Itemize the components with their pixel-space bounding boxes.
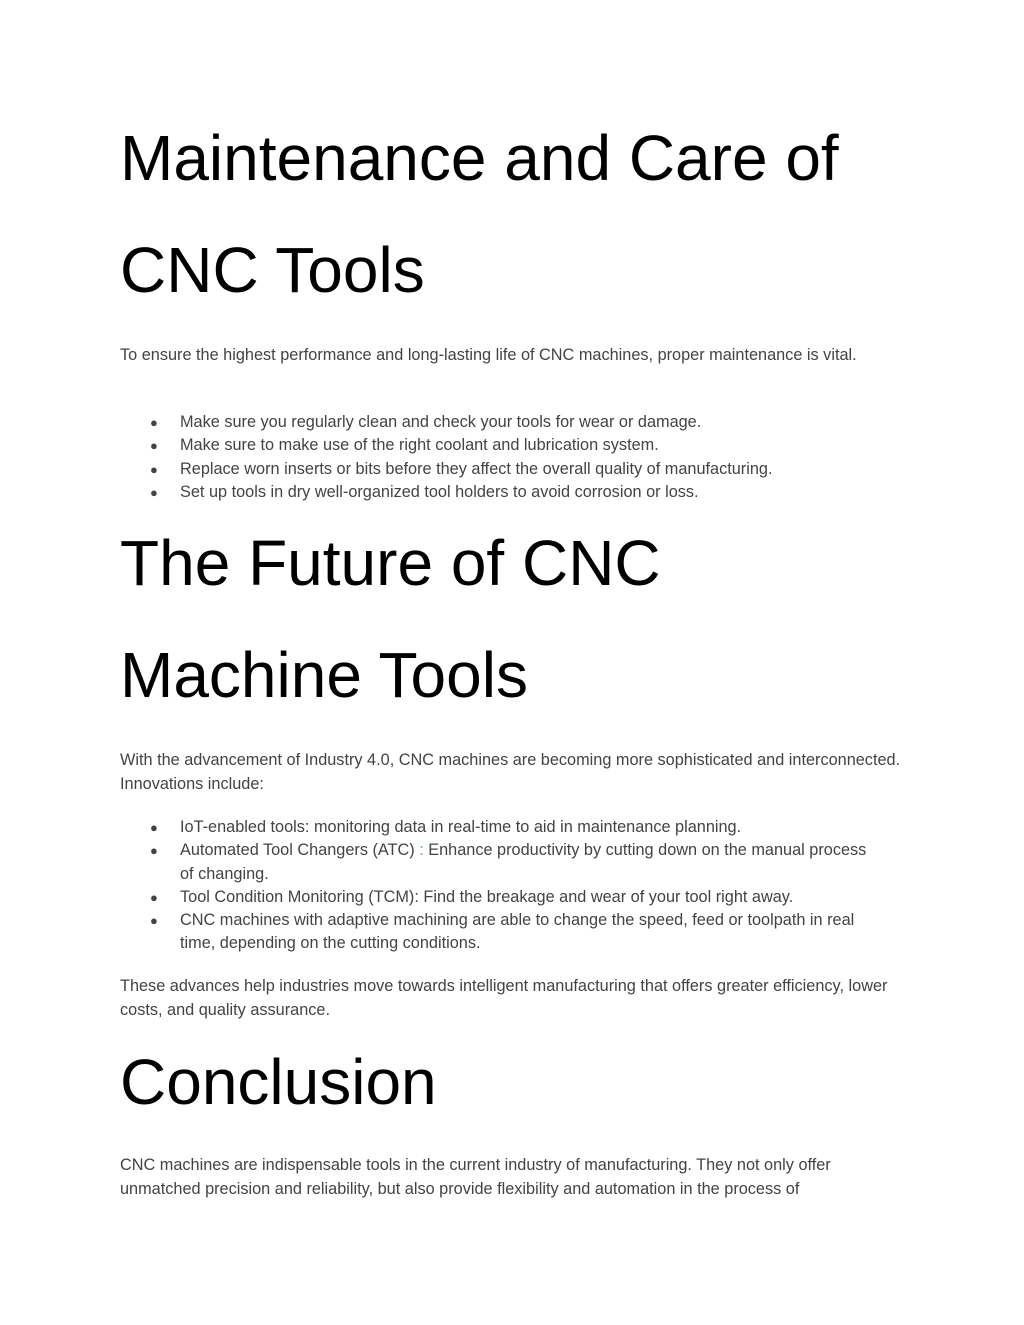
future-bullet-list bbox=[120, 816, 880, 956]
bullet-dot-icon: ● bbox=[150, 889, 158, 905]
future-intro: With the advancement of Industry 4.0, CNC machines are becoming more sophisticated and interconnected. Innovations include: bbox=[120, 751, 901, 793]
list-item-text: Tool Condition Monitoring (TCM): Find the breakage and wear of your tool right away. bbox=[180, 887, 794, 906]
heading-line: Machine Tools bbox=[120, 639, 528, 711]
list-item bbox=[120, 886, 880, 909]
list-item bbox=[120, 434, 880, 457]
bullet-dot-icon: ● bbox=[150, 820, 158, 835]
section-heading-maintenance bbox=[120, 102, 920, 326]
list-item bbox=[120, 458, 880, 481]
list-item bbox=[120, 816, 880, 839]
list-item-text-end: Enhance productivity by cutting down on the manual process of changing. bbox=[180, 841, 867, 883]
section-heading-future bbox=[120, 507, 920, 731]
list-item-text: Make sure you regularly clean and check your tools for wear or damage. bbox=[180, 413, 702, 431]
bullet-dot-icon: ● bbox=[150, 843, 158, 859]
list-item-text: IoT-enabled tools: monitoring data in real-time to aid in maintenance planning. bbox=[180, 818, 742, 836]
heading-line: Maintenance and Care of bbox=[120, 122, 839, 194]
bullet-dot-icon: ● bbox=[150, 415, 158, 430]
bullet-dot-icon: ● bbox=[150, 461, 158, 477]
section-heading-conclusion bbox=[120, 1026, 920, 1138]
future-outro: These advances help industries move towards intelligent manufacturing that offers greater efficiency, lower costs, and quality assurance. bbox=[120, 977, 888, 1019]
list-item bbox=[120, 909, 880, 956]
list-item-text: CNC machines with adaptive machining are able to change the speed, feed or toolpath in real time, depending on the cutting conditions. bbox=[180, 911, 855, 953]
list-item-text: Set up tools in dry well-organized tool holders to avoid corrosion or loss. bbox=[180, 482, 699, 501]
heading-line: CNC Tools bbox=[120, 234, 425, 306]
maintenance-bullet-list bbox=[120, 411, 880, 504]
list-item bbox=[120, 411, 880, 434]
bullet-dot-icon: ● bbox=[150, 484, 158, 500]
heading-line: The Future of CNC bbox=[120, 527, 661, 599]
list-item-text: Replace worn inserts or bits before they affect the overall quality of manufacturing. bbox=[180, 459, 773, 478]
heading-line: Conclusion bbox=[120, 1046, 437, 1118]
bullet-dot-icon: ● bbox=[150, 913, 158, 929]
accent-colon: : bbox=[419, 841, 424, 860]
bullet-dot-icon: ● bbox=[150, 438, 158, 454]
list-item-text-start: Automated Tool Changers (ATC) bbox=[180, 841, 420, 860]
conclusion-text: CNC machines are indispensable tools in the current industry of manufacturing. They not only offer unmatched precision and reliability, but also provide flexibility and automation in the process of bbox=[120, 1156, 831, 1198]
list-item-text: Make sure to make use of the right coolant and lubrication system. bbox=[180, 436, 659, 455]
list-item bbox=[120, 839, 880, 886]
maintenance-intro: To ensure the highest performance and long-lasting life of CNC machines, proper maintenance is vital. bbox=[120, 346, 857, 364]
list-item bbox=[120, 481, 880, 504]
